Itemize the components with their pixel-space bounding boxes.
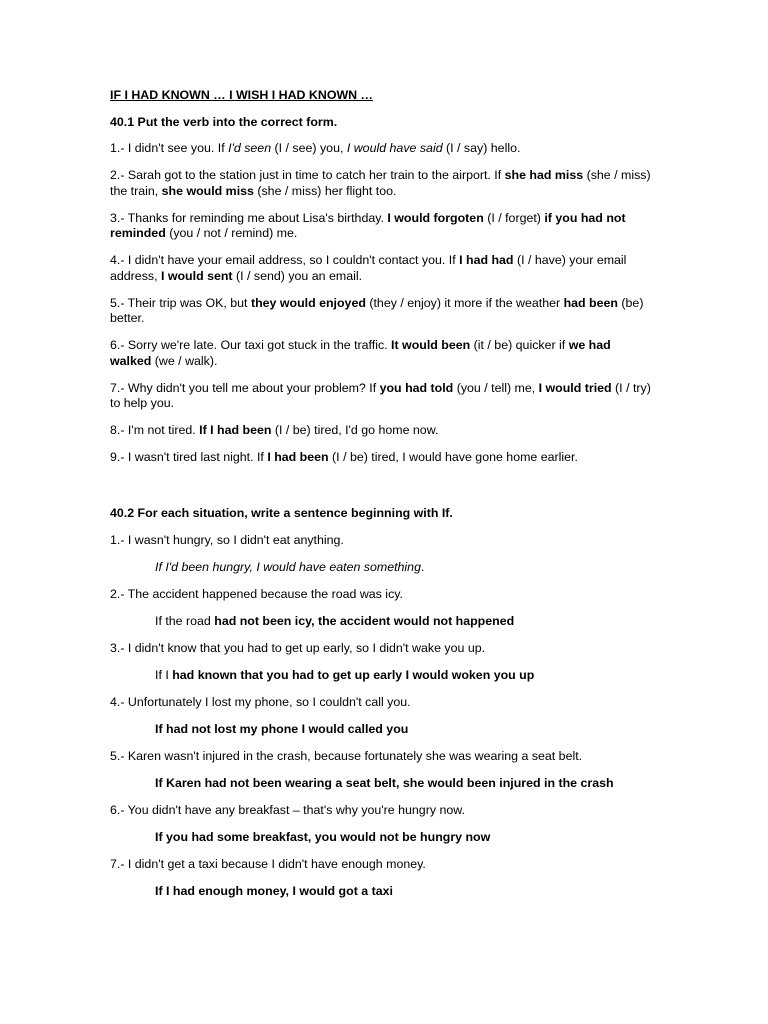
answer-text: I'd seen bbox=[228, 141, 272, 155]
answer-text: I would forgoten bbox=[387, 210, 484, 225]
exercise-40-1-item: 8.- I'm not tired. If I had been (I / be) tired, I'd go home now. bbox=[110, 423, 439, 437]
answer-text: If you had some breakfast, you would not be hungry now bbox=[155, 829, 491, 844]
exercise-40-2-question: 2.- The accident happened because the road was icy. bbox=[110, 586, 403, 601]
answer-text: had been bbox=[563, 295, 618, 310]
answer-text: she would miss bbox=[161, 183, 254, 198]
exercise-40-1-item: 4.- I didn't have your email address, so I couldn't contact you. If I had had (I / have) your email address, I would sent (I / send) you an email. bbox=[110, 253, 627, 283]
exercise-40-1-item: 1.- I didn't see you. If I'd seen (I / see) you, I would have said (I / say) hello. bbox=[110, 141, 521, 155]
exercise-40-2-answer bbox=[110, 830, 655, 846]
exercise-40-2-question: 7.- I didn't get a taxi because I didn't have enough money. bbox=[110, 856, 426, 871]
exercise-40-1-item: 3.- Thanks for reminding me about Lisa's birthday. I would forgoten (I / forget) if you had not reminded (you / not / remind) me. bbox=[110, 210, 626, 240]
answer-text: she had miss bbox=[504, 168, 584, 182]
exercise-40-2-answer: If I'd been hungry, I would have eaten something. bbox=[155, 559, 425, 574]
exercise-40-1-item: 2.- Sarah got to the station just in time to catch her train to the airport. If she had miss (she / miss) the train, she would miss (she / miss) her flight too. bbox=[110, 168, 651, 198]
exercise-40-2-question: 6.- You didn't have any breakfast – that's why you're hungry now. bbox=[110, 802, 465, 817]
exercise-40-2-heading: 40.2 For each situation, write a sentence beginning with If. bbox=[110, 506, 453, 520]
exercise-40-2-question: 3.- I didn't know that you had to get up early, so I didn't wake you up. bbox=[110, 640, 486, 655]
answer-text: I had been bbox=[267, 450, 329, 464]
exercise-40-2-question: 4.- Unfortunately I lost my phone, so I couldn't call you. bbox=[110, 694, 411, 709]
answer-text: If I had enough money, I would got a taxi bbox=[155, 883, 393, 898]
answer-text: had known that you had to get up early I would woken you up bbox=[172, 667, 535, 682]
answer-text: had not been icy, the accident would not happened bbox=[214, 613, 515, 628]
answer-text: I had had bbox=[459, 253, 514, 267]
answer-text: If Karen had not been wearing a seat belt, she would been injured in the crash bbox=[155, 775, 614, 790]
exercise-40-2-question: 1.- I wasn't hungry, so I didn't eat anything. bbox=[110, 532, 344, 547]
answer-text: If I'd been hungry, I would have eaten something bbox=[155, 559, 421, 574]
exercise-40-2-answer: If the road had not been icy, the accident would not happened bbox=[155, 613, 515, 628]
answer-text: I would tried bbox=[538, 380, 612, 395]
answer-text: It would been bbox=[391, 338, 471, 352]
answer-text: If had not lost my phone I would called you bbox=[155, 721, 409, 736]
exercise-40-1-item: 7.- Why didn't you tell me about your problem? If you had told (you / tell) me, I would tried (I / try) to help you. bbox=[110, 380, 651, 410]
exercise-40-1-item: 5.- Their trip was OK, but they would enjoyed (they / enjoy) it more if the weather had been (be) better. bbox=[110, 295, 644, 325]
answer-text: you had told bbox=[379, 380, 454, 395]
answer-text: they would enjoyed bbox=[250, 295, 366, 310]
exercise-40-2-answer bbox=[110, 722, 655, 738]
exercise-40-2-answer bbox=[110, 884, 655, 900]
exercise-40-1-heading: 40.1 Put the verb into the correct form. bbox=[110, 114, 338, 129]
exercise-40-2-answer: If I had known that you had to get up early I would woken you up bbox=[155, 667, 535, 682]
document-body bbox=[110, 88, 655, 911]
exercise-40-2-answer bbox=[110, 776, 655, 792]
answer-text: we had walked bbox=[110, 338, 611, 368]
exercise-40-1-item: 6.- Sorry we're late. Our taxi got stuck in the traffic. It would been (it / be) quicker if we had walked (we / walk). bbox=[110, 338, 611, 368]
answer-text: if you had not reminded bbox=[110, 210, 626, 240]
exercise-40-2-question: 5.- Karen wasn't injured in the crash, because fortunately she was wearing a seat belt. bbox=[110, 748, 583, 763]
exercise-40-1-item: 9.- I wasn't tired last night. If I had been (I / be) tired, I would have gone home earlier. bbox=[110, 450, 578, 464]
answer-text: If I had been bbox=[199, 423, 272, 437]
document-title: IF I HAD KNOWN … I WISH I HAD KNOWN … bbox=[110, 88, 373, 102]
answer-text: I would have said bbox=[346, 141, 443, 155]
section-spacer bbox=[110, 477, 655, 506]
answer-text: I would sent bbox=[160, 268, 233, 283]
